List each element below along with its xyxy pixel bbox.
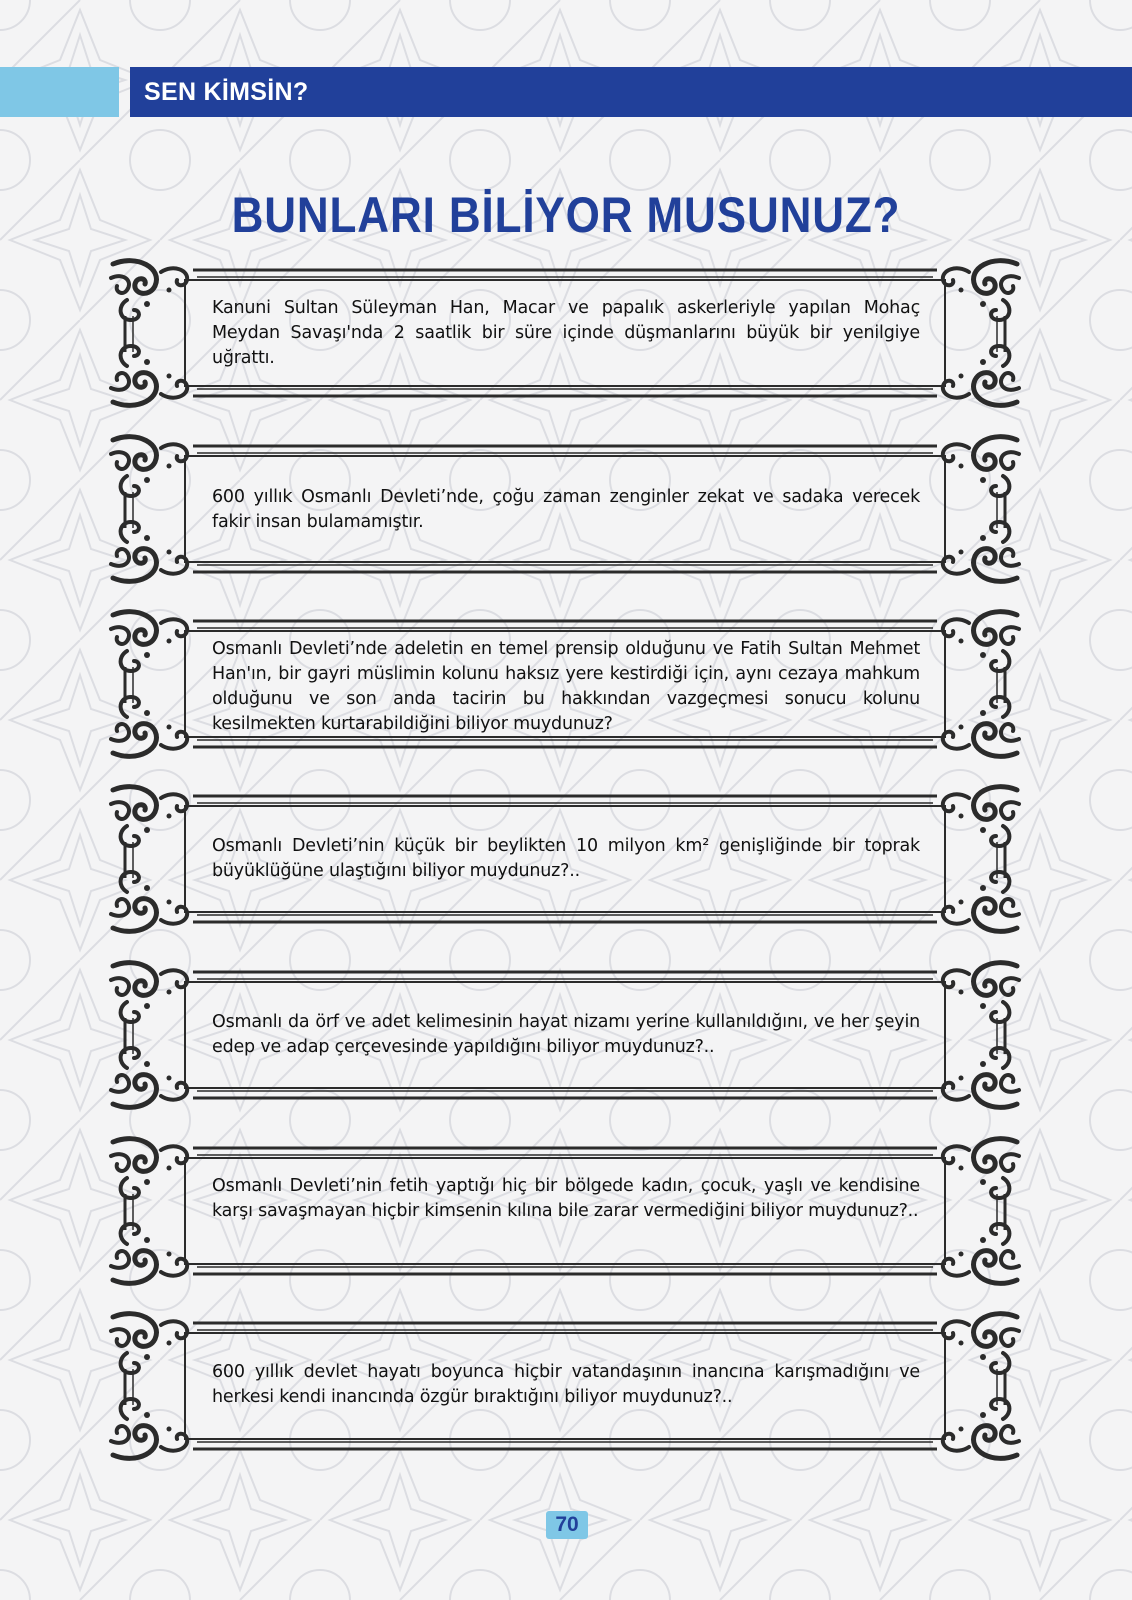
section-header-bar <box>130 67 1132 117</box>
fact-text: Osmanlı da örf ve adet kelimesinin hayat nizamı yerine kullanıldığını, ve her şeyin edep ve adap çerçevesinde yapıldığını biliyor muydunuz?.. <box>212 1012 920 1057</box>
fact-text: Osmanlı Devleti’nde adeletin en temel prensip olduğunu ve Fatih Sultan Mehmet Han'ın, bir gayri müslimin kolunu haksız yere kestirdiği için, aynı cezaya mahkum olduğunu ve son anda tacirin bu hakkından vazgeçmesi sonucu kolunu kesilmekten kurtarabildiğini biliyor muydunuz? <box>212 639 920 734</box>
fact-text: 600 yıllık Osmanlı Devleti’nde, çoğu zaman zenginler zekat ve sadaka verecek fakir insan bulamamıştır. <box>212 487 920 532</box>
fact-text: 600 yıllık devlet hayatı boyunca hiçbir vatandaşının inancına karışmadığını ve herkesi kendi inancında özgür bıraktığını biliyor muydunuz?.. <box>212 1362 920 1407</box>
fact-box <box>105 609 1025 759</box>
fact-box <box>105 1136 1025 1286</box>
page-title: BUNLARI BİLİYOR MUSUNUZ? <box>231 187 901 243</box>
fact-text: Osmanlı Devleti’nin fetih yaptığı hiç bir bölgede kadın, çocuk, yaşlı ve kendisine karşı savaşmayan hiçbir kimsenin kılına bile zarar vermediğini biliyor muydunuz?.. <box>212 1176 920 1221</box>
fact-text: Kanuni Sultan Süleyman Han, Macar ve papalık askerleriyle yapılan Mohaç Meydan Savaşı'nda 2 saatlik bir süre içinde düşmanlarını büyük bir yenilgiye uğrattı. <box>212 298 920 368</box>
header-accent-block <box>0 67 119 117</box>
fact-box <box>105 1311 1025 1461</box>
page-number: 70 <box>546 1511 588 1539</box>
section-title: SEN KİMSİN? <box>144 77 309 106</box>
fact-box <box>105 434 1025 584</box>
fact-box <box>105 258 1025 408</box>
fact-text: Osmanlı Devleti’nin küçük bir beylikten 10 milyon km² genişliğinde bir toprak büyüklüğüne ulaştığını biliyor muydunuz?.. <box>212 836 920 881</box>
fact-box <box>105 784 1025 934</box>
fact-box <box>105 960 1025 1110</box>
